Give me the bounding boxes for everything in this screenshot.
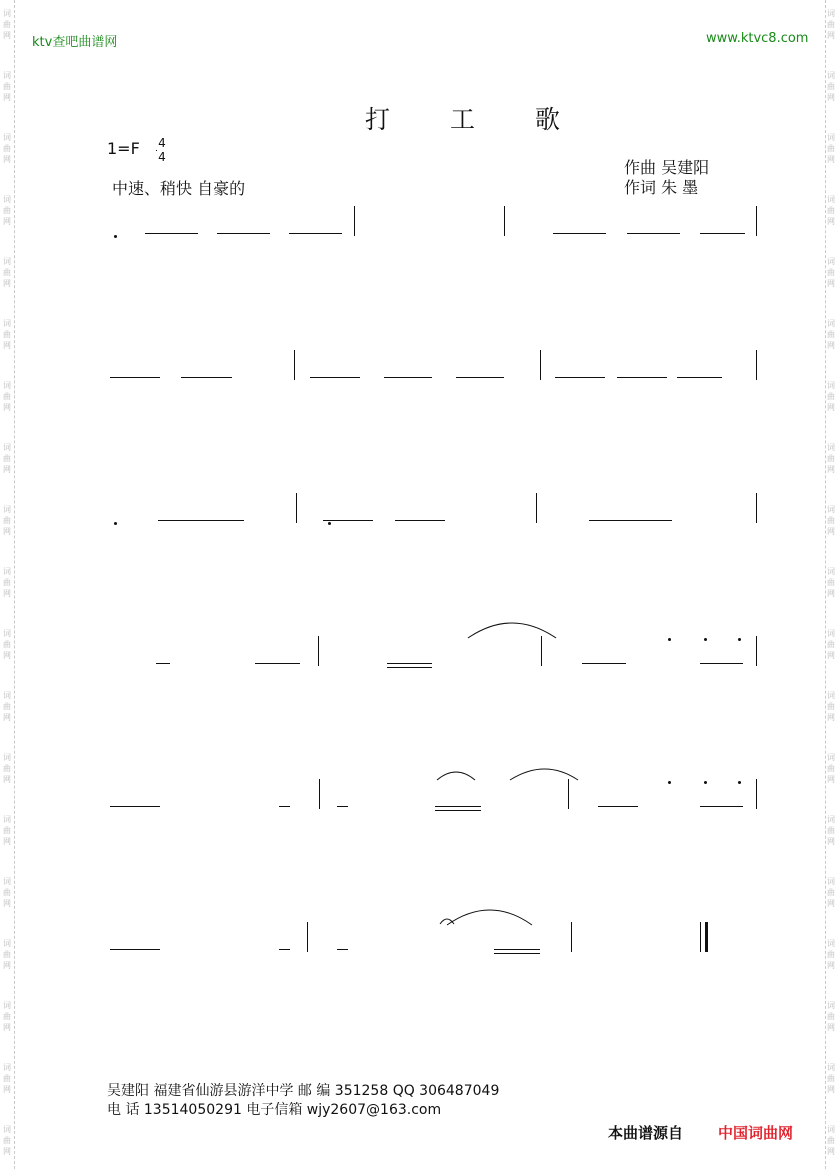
key-signature: 1=F	[107, 139, 140, 158]
side-watermark: 词曲网	[3, 629, 11, 660]
side-watermark: 词曲网	[827, 195, 835, 226]
side-watermark: 词曲网	[3, 195, 11, 226]
side-watermark: 词曲网	[827, 9, 835, 40]
side-watermark: 词曲网	[827, 939, 835, 970]
footer-contact-line-1: 吴建阳 福建省仙游县游洋中学 邮 编 351258 QQ 306487049	[107, 1083, 500, 1099]
slur-arc	[510, 769, 578, 780]
tempo-marking: 中速、稍快 自豪的	[112, 179, 246, 198]
time-signature-bottom: 4	[158, 150, 166, 164]
fermata-mark	[440, 919, 454, 924]
lyricist-credit: 作词 朱 墨	[624, 178, 699, 197]
side-watermark: 词曲网	[3, 753, 11, 784]
side-watermark: 词曲网	[827, 443, 835, 474]
side-watermark: 词曲网	[827, 877, 835, 908]
footer-source-site[interactable]: 中国词曲网	[718, 1124, 794, 1142]
time-signature-top: 4	[158, 136, 166, 150]
side-watermark: 词曲网	[827, 753, 835, 784]
side-watermark: 词曲网	[3, 939, 11, 970]
side-watermark: 词曲网	[827, 133, 835, 164]
side-watermark: 词曲网	[3, 319, 11, 350]
footer-contact-line-2: 电 话 13514050291 电子信箱 wjy2607@163.com	[107, 1102, 442, 1118]
side-watermark: 词曲网	[3, 1063, 11, 1094]
side-watermark: 词曲网	[3, 9, 11, 40]
side-watermark: 词曲网	[3, 381, 11, 412]
side-watermark: 词曲网	[3, 443, 11, 474]
side-watermark: 词曲网	[3, 505, 11, 536]
side-watermark: 词曲网	[827, 815, 835, 846]
side-watermark: 词曲网	[827, 1001, 835, 1032]
side-watermark: 词曲网	[3, 257, 11, 288]
side-watermark: 词曲网	[827, 629, 835, 660]
side-watermark: 词曲网	[827, 319, 835, 350]
side-watermark: 词曲网	[827, 381, 835, 412]
header-site-url[interactable]: www.ktvc8.com	[706, 31, 809, 46]
side-watermark: 词曲网	[827, 1125, 835, 1156]
side-watermark: 词曲网	[3, 691, 11, 722]
header-site-name[interactable]: ktv查吧曲谱网	[32, 35, 118, 50]
composer-credit: 作曲 吴建阳	[624, 158, 710, 177]
slur-arc	[447, 910, 532, 925]
side-watermark: 词曲网	[3, 815, 11, 846]
side-watermark: 词曲网	[827, 567, 835, 598]
slur-arc	[437, 772, 475, 780]
side-watermark: 词曲网	[3, 1125, 11, 1156]
side-watermark: 词曲网	[827, 257, 835, 288]
slur-arc	[468, 623, 556, 638]
side-watermark: 词曲网	[3, 71, 11, 102]
side-watermark: 词曲网	[3, 877, 11, 908]
side-watermark: 词曲网	[827, 505, 835, 536]
side-watermark: 词曲网	[827, 691, 835, 722]
side-watermark: 词曲网	[3, 567, 11, 598]
song-title: 打 工 歌	[365, 105, 586, 134]
side-watermark: 词曲网	[3, 1001, 11, 1032]
side-watermark: 词曲网	[827, 1063, 835, 1094]
side-watermark: 词曲网	[3, 133, 11, 164]
footer-source-label: 本曲谱源自	[608, 1124, 684, 1142]
side-watermark: 词曲网	[827, 71, 835, 102]
